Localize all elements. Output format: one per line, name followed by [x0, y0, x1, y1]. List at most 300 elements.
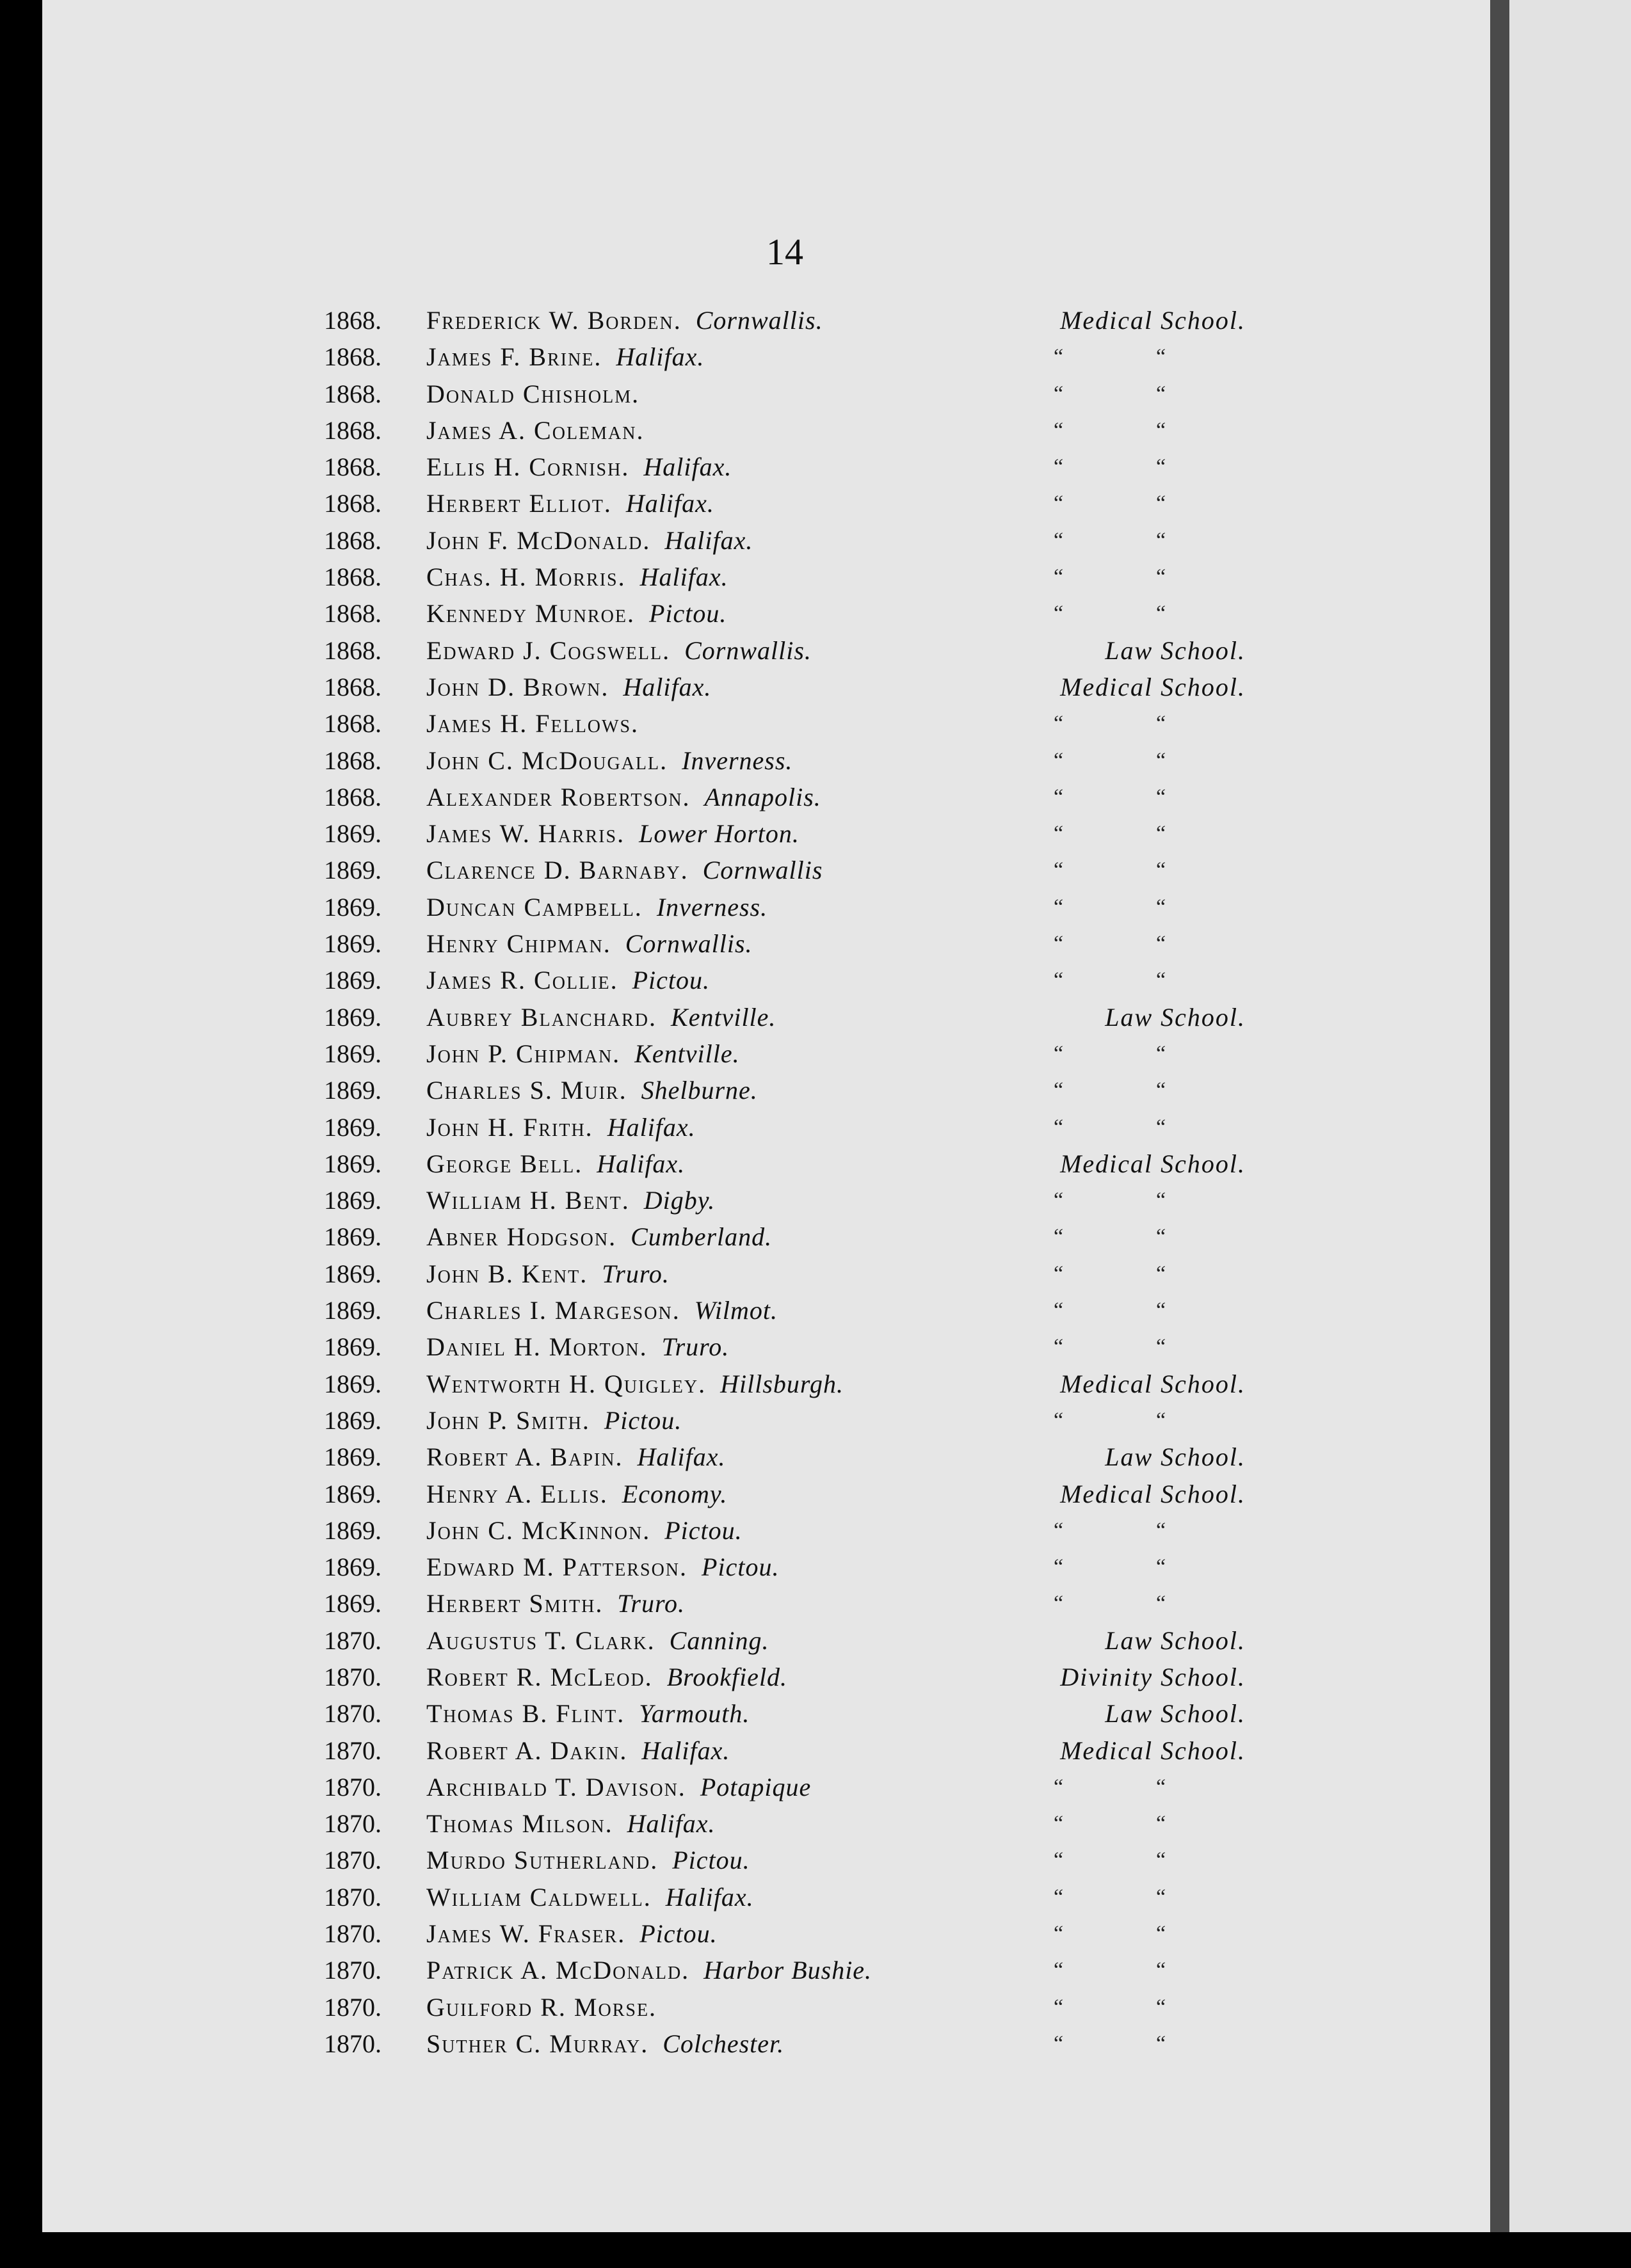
list-item [324, 1549, 1297, 1585]
list-item [324, 1842, 1297, 1878]
ditto-mark: “ [1054, 1922, 1064, 1946]
entry-place: Digby. [643, 1186, 716, 1215]
entry-name: John C. McDougall. [426, 746, 668, 775]
list-item [324, 1695, 1297, 1732]
entry-place: Colchester. [663, 2029, 785, 2058]
ditto-mark: “ [1054, 1592, 1064, 1616]
ditto-mark: “ [1156, 1555, 1166, 1579]
entry-name-line [426, 595, 727, 632]
entry-name: Charles S. Muir. [426, 1076, 627, 1105]
entry-year: 1869. [324, 856, 382, 885]
entry-place: Pictou. [664, 1515, 743, 1545]
ditto-mark: “ [1054, 1812, 1064, 1836]
entry-name: William Caldwell. [426, 1882, 652, 1912]
entry-place: Wilmot. [694, 1296, 778, 1325]
ditto-mark: “ [1156, 1225, 1166, 1249]
entry-name-line [426, 1439, 725, 1475]
ditto-mark: “ [1156, 381, 1166, 406]
entry-name-line [426, 1732, 730, 1769]
entry-year: 1868. [324, 342, 382, 372]
list-item [324, 852, 1297, 888]
ditto-mark: “ [1054, 345, 1064, 369]
ditto-mark: “ [1054, 822, 1064, 846]
entry-year: 1870. [324, 1992, 382, 2022]
entry-school: Medical School. [1060, 672, 1246, 701]
entry-name: Edward J. Cogswell. [426, 635, 671, 665]
entry-year: 1869. [324, 1515, 382, 1545]
entry-year: 1868. [324, 672, 382, 701]
list-item [324, 705, 1297, 742]
entry-place: Economy. [622, 1479, 728, 1508]
entry-year: 1868. [324, 306, 382, 335]
list-item [324, 925, 1297, 962]
ditto-mark: “ [1156, 1078, 1166, 1103]
list-item [324, 339, 1297, 375]
entry-year: 1870. [324, 1956, 382, 1985]
list-item [324, 412, 1297, 449]
ditto-mark: “ [1054, 748, 1064, 772]
list-item [324, 1292, 1297, 1329]
entry-name-line [426, 339, 704, 375]
ditto-mark: “ [1054, 895, 1064, 919]
entry-year: 1868. [324, 709, 382, 739]
page-number: 14 [766, 231, 803, 273]
entry-name-line [426, 449, 732, 485]
ditto-mark: “ [1054, 932, 1064, 956]
entry-school: Divinity School. [1060, 1662, 1246, 1691]
page-edge [1490, 0, 1509, 2232]
entry-name: John P. Smith. [426, 1405, 590, 1435]
entry-name-line [426, 1292, 778, 1329]
ditto-mark: “ [1156, 1115, 1166, 1139]
list-item [324, 1146, 1297, 1182]
ditto-mark: “ [1054, 2031, 1064, 2056]
entry-name: John H. Frith. [426, 1112, 593, 1142]
list-item [324, 1585, 1297, 1622]
list-item [324, 449, 1297, 485]
entry-name-line [426, 376, 639, 412]
entry-year: 1869. [324, 1405, 382, 1435]
entry-year: 1870. [324, 1662, 382, 1691]
entry-name: Edward M. Patterson. [426, 1553, 688, 1582]
ditto-mark: “ [1156, 1261, 1166, 1286]
ditto-mark: “ [1156, 491, 1166, 516]
entry-name: John D. Brown. [426, 672, 609, 701]
entry-place: Shelburne. [641, 1076, 758, 1105]
entry-name: Thomas Milson. [426, 1809, 613, 1839]
entry-name: James H. Fellows. [426, 709, 639, 739]
facing-page [1509, 0, 1631, 2232]
entry-year: 1868. [324, 635, 382, 665]
list-item [324, 1035, 1297, 1072]
list-item [324, 1659, 1297, 1695]
entry-year: 1870. [324, 1882, 382, 1912]
entry-year: 1870. [324, 1846, 382, 1875]
entry-name-line [426, 669, 711, 705]
entry-place: Annapolis. [704, 782, 821, 811]
entry-year: 1869. [324, 929, 382, 959]
entry-name-line [426, 1402, 682, 1439]
entry-year: 1869. [324, 1002, 382, 1032]
entry-name-line [426, 1109, 696, 1146]
entry-name-line [426, 1035, 740, 1072]
entry-name-line [426, 1146, 685, 1182]
ditto-mark: “ [1054, 1848, 1064, 1873]
entry-name-line [426, 1805, 716, 1842]
entry-name: James W. Fraser. [426, 1919, 626, 1949]
entry-place: Halifax. [637, 1442, 726, 1472]
entry-name: Robert A. Bapin. [426, 1442, 623, 1472]
list-item [324, 1512, 1297, 1549]
entry-school: Law School. [1105, 1625, 1246, 1655]
ditto-mark: “ [1156, 1298, 1166, 1323]
ditto-mark: “ [1156, 1995, 1166, 2019]
entry-name-line [426, 1952, 872, 1988]
list-item [324, 1952, 1297, 1988]
ditto-mark: “ [1054, 1775, 1064, 1799]
entry-place: Halifax. [641, 1736, 730, 1765]
entry-name-line [426, 1622, 769, 1659]
ditto-mark: “ [1054, 565, 1064, 589]
entry-name: Abner Hodgson. [426, 1222, 617, 1252]
entry-place: Lower Horton. [639, 819, 799, 849]
entry-name-line [426, 999, 776, 1035]
entry-name-line [426, 815, 799, 852]
entry-school: Medical School. [1060, 306, 1246, 335]
ditto-mark: “ [1054, 1335, 1064, 1359]
ditto-mark: “ [1054, 602, 1064, 626]
entry-year: 1870. [324, 1772, 382, 1801]
entry-school: Law School. [1105, 1002, 1246, 1032]
ditto-mark: “ [1156, 1848, 1166, 1873]
entry-place: Cornwallis. [684, 635, 812, 665]
list-item [324, 376, 1297, 412]
ditto-mark: “ [1156, 1592, 1166, 1616]
entry-name-line [426, 852, 823, 888]
entry-name-line [426, 1585, 685, 1622]
ditto-mark: “ [1054, 1115, 1064, 1139]
entry-year: 1870. [324, 1699, 382, 1729]
entry-name: John C. McKinnon. [426, 1515, 651, 1545]
list-item [324, 485, 1297, 522]
entry-name: James W. Harris. [426, 819, 625, 849]
entry-name-line [426, 705, 639, 742]
entry-place: Cornwallis [702, 856, 823, 885]
list-item [324, 1329, 1297, 1365]
entry-name-line [426, 742, 792, 779]
ditto-mark: “ [1054, 1078, 1064, 1103]
entry-year: 1868. [324, 525, 382, 555]
ditto-mark: “ [1054, 1225, 1064, 1249]
entry-place: Kentville. [634, 1039, 740, 1068]
entry-place: Canning. [669, 1625, 769, 1655]
list-item [324, 1439, 1297, 1475]
ditto-mark: “ [1054, 1188, 1064, 1213]
entry-name-line [426, 1182, 715, 1218]
entry-name-line [426, 1476, 727, 1512]
entry-year: 1869. [324, 1222, 382, 1252]
entry-place: Yarmouth. [639, 1699, 750, 1729]
entry-name-line [426, 1989, 657, 2025]
entry-school: Medical School. [1060, 1369, 1246, 1398]
entry-place: Pictou. [604, 1405, 682, 1435]
entry-school: Law School. [1105, 635, 1246, 665]
entry-name-line [426, 1072, 758, 1108]
ditto-mark: “ [1156, 528, 1166, 552]
list-item [324, 1622, 1297, 1659]
entry-place: Truro. [602, 1259, 670, 1288]
entry-place: Halifax. [639, 563, 728, 592]
entry-year: 1869. [324, 1589, 382, 1618]
ditto-mark: “ [1156, 1408, 1166, 1432]
ditto-mark: “ [1156, 345, 1166, 369]
entry-year: 1870. [324, 2029, 382, 2058]
entry-year: 1868. [324, 489, 382, 518]
entry-name: Chas. H. Morris. [426, 563, 626, 592]
entry-name-line [426, 2025, 784, 2062]
list-item [324, 742, 1297, 779]
list-item [324, 302, 1297, 339]
entry-place: Pictou. [632, 966, 710, 995]
entry-school: Medical School. [1060, 1149, 1246, 1178]
entry-name: Thomas B. Flint. [426, 1699, 625, 1729]
entry-name-line [426, 1329, 729, 1365]
ditto-mark: “ [1054, 1518, 1064, 1542]
list-item [324, 999, 1297, 1035]
entry-place: Halifax. [597, 1149, 686, 1178]
ditto-mark: “ [1156, 2031, 1166, 2056]
ditto-mark: “ [1156, 785, 1166, 809]
entry-name: Robert A. Dakin. [426, 1736, 628, 1765]
ditto-mark: “ [1156, 565, 1166, 589]
entry-name: Aubrey Blanchard. [426, 1002, 657, 1032]
entry-name: Patrick A. McDonald. [426, 1956, 690, 1985]
entry-place: Truro. [661, 1332, 730, 1362]
list-item [324, 779, 1297, 815]
ditto-mark: “ [1156, 968, 1166, 993]
list-item [324, 1989, 1297, 2025]
entry-school: Medical School. [1060, 1736, 1246, 1765]
list-item [324, 1915, 1297, 1952]
ditto-mark: “ [1156, 895, 1166, 919]
entry-name: Murdo Sutherland. [426, 1846, 659, 1875]
entry-name: John B. Kent. [426, 1259, 588, 1288]
ditto-mark: “ [1156, 455, 1166, 479]
entry-year: 1868. [324, 746, 382, 775]
list-item [324, 669, 1297, 705]
entry-name-line [426, 522, 753, 559]
list-item [324, 1879, 1297, 1915]
entry-year: 1869. [324, 1296, 382, 1325]
entry-name: Augustus T. Clark. [426, 1625, 655, 1655]
entry-name-line [426, 559, 728, 595]
entry-name: Suther C. Murray. [426, 2029, 649, 2058]
ditto-mark: “ [1054, 1041, 1064, 1066]
list-item [324, 559, 1297, 595]
entry-year: 1869. [324, 1479, 382, 1508]
entry-place: Potapique [700, 1772, 812, 1801]
list-item [324, 889, 1297, 925]
ditto-mark: “ [1156, 1518, 1166, 1542]
entry-place: Cornwallis. [625, 929, 753, 959]
ditto-mark: “ [1054, 1261, 1064, 1286]
list-item [324, 2025, 1297, 2062]
entry-place: Pictou. [648, 599, 727, 628]
ditto-mark: “ [1156, 858, 1166, 882]
entry-name: James R. Collie. [426, 966, 618, 995]
entry-name-line [426, 925, 753, 962]
entry-place: Cornwallis. [695, 306, 823, 335]
list-item [324, 1182, 1297, 1218]
ditto-mark: “ [1054, 455, 1064, 479]
entry-name-line [426, 302, 823, 339]
entry-name-line [426, 1659, 787, 1695]
ditto-mark: “ [1156, 1041, 1166, 1066]
entry-name-line [426, 1695, 750, 1732]
entry-year: 1868. [324, 782, 382, 811]
ditto-mark: “ [1054, 491, 1064, 516]
entry-name: Wentworth H. Quigley. [426, 1369, 707, 1398]
entry-name: Henry Chipman. [426, 929, 611, 959]
ditto-mark: “ [1054, 1555, 1064, 1579]
entry-name: Charles I. Margeson. [426, 1296, 680, 1325]
entry-school: Medical School. [1060, 1479, 1246, 1508]
entry-year: 1869. [324, 1039, 382, 1068]
entry-place: Truro. [617, 1589, 686, 1618]
ditto-mark: “ [1156, 1958, 1166, 1983]
entry-name-line [426, 1549, 779, 1585]
entry-name-line [426, 1842, 750, 1878]
entry-year: 1870. [324, 1625, 382, 1655]
graduate-list [324, 302, 1297, 2062]
ditto-mark: “ [1054, 785, 1064, 809]
ditto-mark: “ [1054, 1298, 1064, 1323]
ditto-mark: “ [1156, 1885, 1166, 1909]
list-item [324, 522, 1297, 559]
entry-year: 1868. [324, 452, 382, 482]
entry-name-line [426, 1366, 844, 1402]
entry-year: 1868. [324, 415, 382, 445]
ditto-mark: “ [1054, 968, 1064, 993]
entry-name: Frederick W. Borden. [426, 306, 682, 335]
entry-year: 1868. [324, 563, 382, 592]
entry-name: James A. Coleman. [426, 415, 645, 445]
entry-name-line [426, 1512, 743, 1549]
entry-place: Hillsburgh. [720, 1369, 844, 1398]
entry-name-line [426, 1879, 754, 1915]
entry-place: Halifax. [625, 489, 714, 518]
entry-year: 1870. [324, 1736, 382, 1765]
list-item [324, 1366, 1297, 1402]
entry-place: Cumberland. [631, 1222, 773, 1252]
entry-school: Law School. [1105, 1699, 1246, 1729]
ditto-mark: “ [1054, 1958, 1064, 1983]
entry-year: 1870. [324, 1919, 382, 1949]
entry-place: Harbor Bushie. [703, 1956, 872, 1985]
list-item [324, 1476, 1297, 1512]
entry-name-line [426, 485, 714, 522]
ditto-mark: “ [1054, 1408, 1064, 1432]
entry-place: Pictou. [702, 1553, 780, 1582]
ditto-mark: “ [1156, 932, 1166, 956]
entry-name-line [426, 1218, 772, 1255]
entry-name-line [426, 632, 812, 669]
page [42, 0, 1490, 2232]
entry-name-line [426, 412, 644, 449]
entry-name: Herbert Elliot. [426, 489, 612, 518]
entry-name: Henry A. Ellis. [426, 1479, 608, 1508]
entry-place: Halifax. [623, 672, 712, 701]
ditto-mark: “ [1156, 822, 1166, 846]
entry-name: Duncan Campbell. [426, 892, 643, 922]
entry-year: 1869. [324, 1332, 382, 1362]
entry-name: Kennedy Munroe. [426, 599, 635, 628]
entry-place: Inverness. [656, 892, 768, 922]
entry-year: 1869. [324, 1259, 382, 1288]
ditto-mark: “ [1054, 418, 1064, 442]
entry-name-line [426, 1769, 811, 1805]
ditto-mark: “ [1054, 528, 1064, 552]
entry-place: Inverness. [682, 746, 793, 775]
entry-name: Archibald T. Davison. [426, 1772, 686, 1801]
list-item [324, 1732, 1297, 1769]
entry-name: Clarence D. Barnaby. [426, 856, 689, 885]
list-item [324, 1769, 1297, 1805]
entry-name: Herbert Smith. [426, 1589, 604, 1618]
ditto-mark: “ [1054, 1995, 1064, 2019]
entry-name: George Bell. [426, 1149, 583, 1178]
entry-place: Brookfield. [666, 1662, 788, 1691]
list-item [324, 815, 1297, 852]
entry-year: 1869. [324, 966, 382, 995]
ditto-mark: “ [1054, 381, 1064, 406]
entry-place: Halifax. [627, 1809, 716, 1839]
ditto-mark: “ [1156, 1188, 1166, 1213]
ditto-mark: “ [1156, 418, 1166, 442]
ditto-mark: “ [1054, 858, 1064, 882]
entry-year: 1869. [324, 1553, 382, 1582]
entry-name: William H. Bent. [426, 1186, 630, 1215]
entry-place: Pictou. [672, 1846, 750, 1875]
entry-place: Pictou. [639, 1919, 718, 1949]
entry-year: 1869. [324, 819, 382, 849]
entry-name: Robert R. McLeod. [426, 1662, 653, 1691]
ditto-mark: “ [1156, 602, 1166, 626]
entry-year: 1869. [324, 1149, 382, 1178]
entry-year: 1869. [324, 1076, 382, 1105]
list-item [324, 595, 1297, 632]
entry-school: Law School. [1105, 1442, 1246, 1472]
entry-place: Halifax. [664, 525, 753, 555]
list-item [324, 1256, 1297, 1292]
list-item [324, 1218, 1297, 1255]
entry-name: Alexander Robertson. [426, 782, 691, 811]
entry-year: 1869. [324, 1112, 382, 1142]
entry-place: Halifax. [607, 1112, 696, 1142]
entry-name-line [426, 779, 821, 815]
list-item [324, 1072, 1297, 1108]
entry-name: Daniel H. Morton. [426, 1332, 648, 1362]
entry-name: John P. Chipman. [426, 1039, 621, 1068]
entry-name: John F. McDonald. [426, 525, 651, 555]
entry-name-line [426, 1915, 718, 1952]
list-item [324, 1402, 1297, 1439]
entry-place: Halifax. [616, 342, 705, 372]
entry-name: Donald Chisholm. [426, 379, 640, 408]
ditto-mark: “ [1156, 1812, 1166, 1836]
ditto-mark: “ [1156, 712, 1166, 736]
entry-name-line [426, 962, 710, 998]
